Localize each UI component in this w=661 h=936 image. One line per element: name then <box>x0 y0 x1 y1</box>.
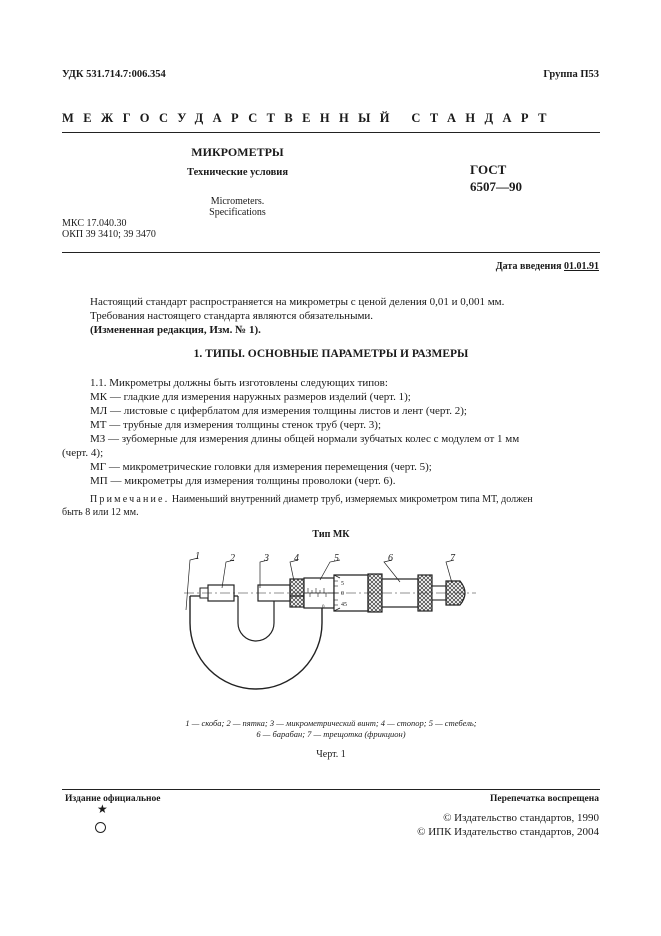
type-mt: МТ — трубные для измерения толщины стенок труб (черт. 3); <box>90 419 382 431</box>
sleeve-scale-number-0: 0 <box>322 605 325 610</box>
type-mz-continued: (черт. 4); <box>62 447 104 459</box>
footer-rule <box>62 789 600 790</box>
document-title: МИКРОМЕТРЫ <box>191 145 284 159</box>
callout-3: 3 <box>264 553 269 564</box>
figure-legend-line-2: 6 — барабан; 7 — трещотка (фрикцион) <box>256 729 406 739</box>
frame-inner <box>238 596 274 641</box>
introduction-date-value: 01.01.91 <box>564 261 599 272</box>
official-edition: Издание официальное <box>65 794 161 804</box>
callout-7: 7 <box>450 553 455 564</box>
micrometer-drawing <box>150 548 480 718</box>
note <box>90 494 533 505</box>
title-rule <box>62 252 600 253</box>
callout-4: 4 <box>294 553 299 564</box>
callout-2: 2 <box>230 553 235 564</box>
callout-1: 1 <box>195 551 200 562</box>
gost-number: 6507—90 <box>470 179 522 194</box>
mks-code: МКС 17.040.30 <box>62 218 127 229</box>
standard-banner: МЕЖГОСУДАРСТВЕННЫЙ СТАНДАРТ <box>62 111 556 125</box>
star-icon: ★ <box>97 802 108 816</box>
note-label: Примечание. <box>90 494 170 505</box>
figure-caption: Черт. 1 <box>316 749 346 760</box>
callout-6: 6 <box>388 553 393 564</box>
figure-title: Тип МК <box>312 529 350 540</box>
type-mg: МГ — микрометрические головки для измерения перемещения (черт. 5); <box>90 461 432 473</box>
clause-1-1: 1.1. Микрометры должны быть изготовлены следующих типов: <box>90 377 388 389</box>
type-ml: МЛ — листовые с циферблатом для измерения толщины листов и лент (черт. 2); <box>90 405 467 417</box>
introduction-date-label: Дата введения <box>495 261 562 272</box>
leader-1 <box>186 558 198 610</box>
note-text-continued: быть 8 или 12 мм. <box>62 507 139 518</box>
figure-legend-line-1: 1 — скоба; 2 — пятка; 3 — микрометрический винт; 4 — стопор; 5 — стебель; <box>185 718 477 728</box>
header-rule <box>62 132 600 133</box>
introduction-date <box>496 261 599 272</box>
leader-3 <box>260 560 268 588</box>
frame-outer <box>190 596 322 689</box>
callout-5: 5 <box>334 553 339 564</box>
type-mk: МК — гладкие для измерения наружных размеров изделий (черт. 1); <box>90 391 411 403</box>
document-subtitle: Технические условия <box>186 167 289 178</box>
gost-label: ГОСТ <box>470 162 507 177</box>
english-subtitle: Specifications <box>209 207 266 218</box>
copyright-1990: © Издательство стандартов, 1990 <box>443 812 599 824</box>
circle-icon <box>95 822 106 833</box>
english-title: Micrometers. <box>210 196 265 207</box>
reprint-prohibited: Перепечатка воспрещена <box>489 794 599 804</box>
scale-number-0: 0 <box>341 591 344 597</box>
intro-scope: Настоящий стандарт распространяется на микрометры с ценой деления 0,01 и 0,001 мм. <box>90 296 505 308</box>
okp-code: ОКП 39 3410; 39 3470 <box>62 229 156 240</box>
copyright-2004: © ИПК Издательство стандартов, 2004 <box>417 826 599 838</box>
type-mz: МЗ — зубомерные для измерения длины общей нормали зубчатых колес с модулем от 1 мм <box>90 433 520 445</box>
leader-2 <box>222 560 234 588</box>
intro-mandatory: Требования настоящего стандарта являются обязательными. <box>90 310 374 322</box>
udk-code: УДК 531.714.7:006.354 <box>62 69 166 80</box>
type-mp: МП — микрометры для измерения толщины проволоки (черт. 6). <box>90 475 396 487</box>
section-heading: 1. ТИПЫ. ОСНОВНЫЕ ПАРАМЕТРЫ И РАЗМЕРЫ <box>193 348 469 360</box>
group-code: Группа П53 <box>543 69 599 80</box>
intro-revision: (Измененная редакция, Изм. № 1). <box>90 324 261 336</box>
scale-number-5: 5 <box>341 581 344 587</box>
scale-number-45: 45 <box>341 602 347 608</box>
note-text: Наименьший внутренний диаметр труб, измеряемых микрометром типа МТ, должен <box>171 494 533 505</box>
